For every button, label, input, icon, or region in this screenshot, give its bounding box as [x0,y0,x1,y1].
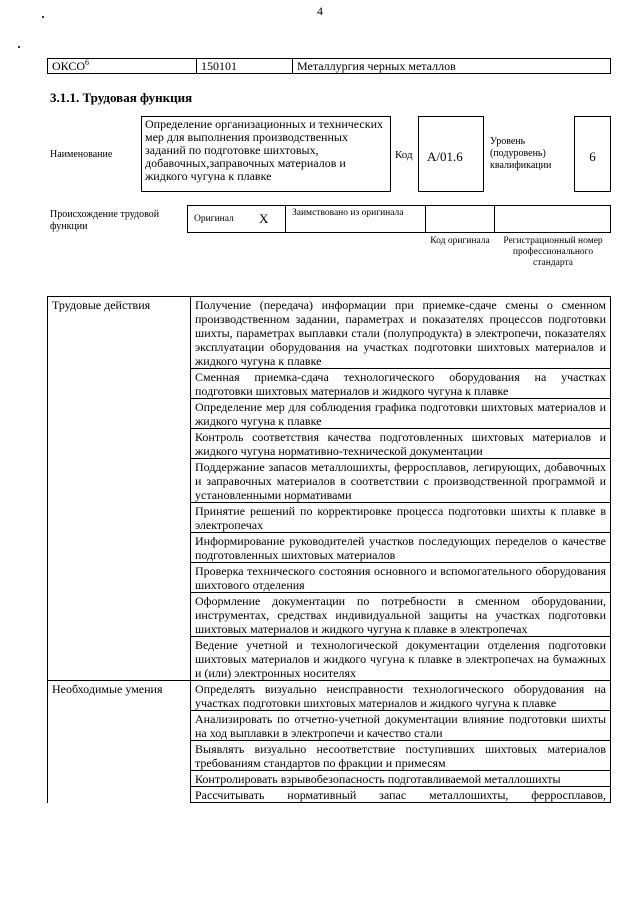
scan-dot [42,16,44,18]
table-cell: Проверка технического состояния основного и вспомогательного оборудования шихтового отделения [191,563,611,593]
okso-name: Металлургия черных металлов [293,59,611,74]
function-details-table [47,296,611,803]
reg-number-box [494,205,611,233]
table-cell: Получение (передача) информации при приемке-сдаче смены о сменном производственном задании, параметрах и показателях процессов подготовки шихты, параметрах выплавки стали (полупродукта) в электропечи, показателях эксплуатации оборудования на участках подготовки шихтовых материалов и жидкого чугуна к плавке [191,297,611,369]
code-original-box [425,205,495,233]
section-label-actions: Трудовые действия [48,297,191,681]
borrowed-box [285,205,426,233]
table-cell: Контролировать взрывобезопасность подготавливаемой металлошихты [191,771,611,787]
origin-label: Происхождение трудовой функции [50,209,160,232]
table-cell: Поддержание запасов металлошихты, ферросплавов, легирующих, добавочных и заправочных материалов в соответствии с производственной программой и установленными нормативами [191,459,611,503]
original-box [187,205,286,233]
okso-footnote: 6 [85,58,90,67]
table-cell: Выявлять визуально несоответствие поступивших шихтовых материалов требованиям стандартов по фракции и примесям [191,741,611,771]
okso-label-cell [48,59,197,74]
section-label-skills: Необходимые умения [48,681,191,803]
table-cell: Рассчитывать нормативный запас металлошихты, ферросплавов, [191,787,611,803]
table-cell: Контроль соответствия качества подготовленных шихтовых материалов и жидкого чугуна нормативно-технической документации [191,429,611,459]
table-row [48,681,611,711]
table-cell: Информирование руководителей участков последующих переделов о качестве подготовленных шихтовых материалов [191,533,611,563]
table-cell: Анализировать по отчетно-учетной документации влияние подготовки шихты на ход выплавки в электропечи и качество стали [191,711,611,741]
level-value: 6 [589,149,596,164]
okso-label: ОКСО [52,59,86,73]
original-label: Оригинал [194,214,234,224]
table-row [48,297,611,369]
reg-number-caption: Регистрационный номер профессионального стандарта [503,236,603,268]
scan-dot [18,46,20,48]
level-box [574,116,611,192]
function-name: Определение организационных и технических мер для выполнения производственных заданий по подготовке шихтовых, добавочных,заправочных материалов и жидкого чугуна к плавке [145,117,383,183]
okso-table [47,58,611,74]
table-cell: Определять визуально неисправности технологического оборудования на участках подготовки шихтовых материалов и жидкого чугуна к плавке [191,681,611,711]
function-code-box [418,116,484,192]
name-label: Наименование [50,149,113,160]
table-cell: Принятие решений по корректировке процесса подготовки шихты к плавке в электропечах [191,503,611,533]
function-name-box [141,116,391,192]
table-cell: Определение мер для соблюдения графика подготовки шихтовых материалов и жидкого чугуна к плавке [191,399,611,429]
section-heading: 3.1.1. Трудовая функция [50,90,193,105]
function-code: A/01.6 [427,149,463,164]
code-label: Код [395,149,413,161]
table-cell: Сменная приемка-сдача технологического оборудования на участках подготовки шихтовых материалов и жидкого чугуна к плавке [191,369,611,399]
okso-code: 150101 [197,59,293,74]
original-mark: X [259,211,269,226]
table-cell: Ведение учетной и технологической документации отделения подготовки шихтовых материалов и жидкого чугуна к плавке в электропечах на бумажных и (или) электронных носителях [191,637,611,681]
borrowed-label: Заимствовано из оригинала [292,208,404,218]
table-cell: Оформление документации по потребности в сменном оборудовании, инструментах, средствах индивидуальной защиты на участках подготовки шихтовых материалов и жидкого чугуна к плавке в электропечах [191,593,611,637]
level-label: Уровень (подуровень) квалификации [490,136,552,171]
page-number: 4 [317,4,323,18]
code-original-caption: Код оригинала [430,236,490,246]
